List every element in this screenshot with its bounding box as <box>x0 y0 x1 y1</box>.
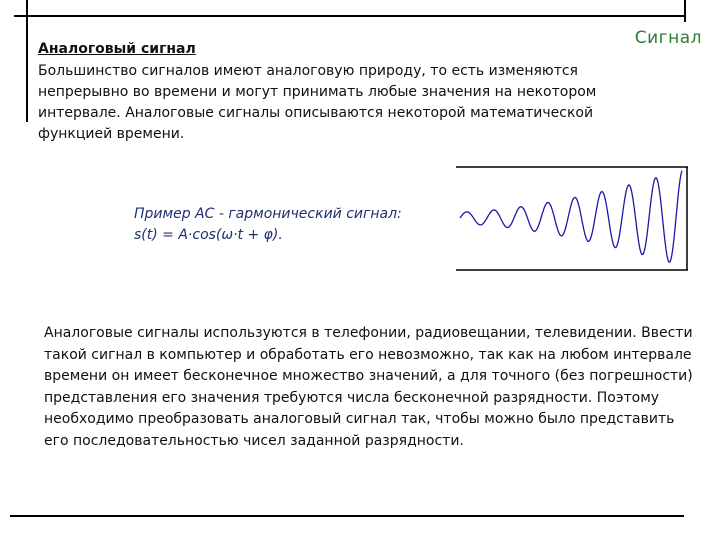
wave-svg <box>456 165 688 271</box>
example-caption: Пример АС - гармонический сигнал: <box>134 206 402 222</box>
section-heading: Аналоговый сигнал <box>38 41 196 57</box>
example-formula <box>134 204 434 246</box>
formula-text: s(t) = A·cos(ω·t + φ). <box>134 227 283 243</box>
frame-top-line <box>14 15 684 17</box>
frame-bottom-line <box>10 515 684 517</box>
signal-illustration <box>456 165 688 271</box>
frame-right-tick <box>684 0 686 22</box>
slide-title: Сигнал <box>634 28 702 48</box>
frame-left-line <box>26 0 28 122</box>
intro-paragraph: Большинство сигналов имеют аналоговую природу, то есть изменяются непрерывно во времени и могут принимать любые значения на некотором интервале. Аналоговые сигналы описываются некоторой математической функцией времени. <box>38 63 597 142</box>
chirp-wave-line <box>460 171 682 262</box>
body-paragraph: Аналоговые сигналы используются в телефонии, радиовещании, телевидении. Ввести такой сигнал в компьютер и обработать его невозможно, так как на любом интервале времени он имеет бесконечное множество значений, а для точного (без погрешности) представления его значения требуются числа бесконечной разрядности. Поэтому необходимо преобразовать аналоговый сигнал так, чтобы можно было представить его последовательностью чисел заданной разрядности. <box>44 325 693 449</box>
